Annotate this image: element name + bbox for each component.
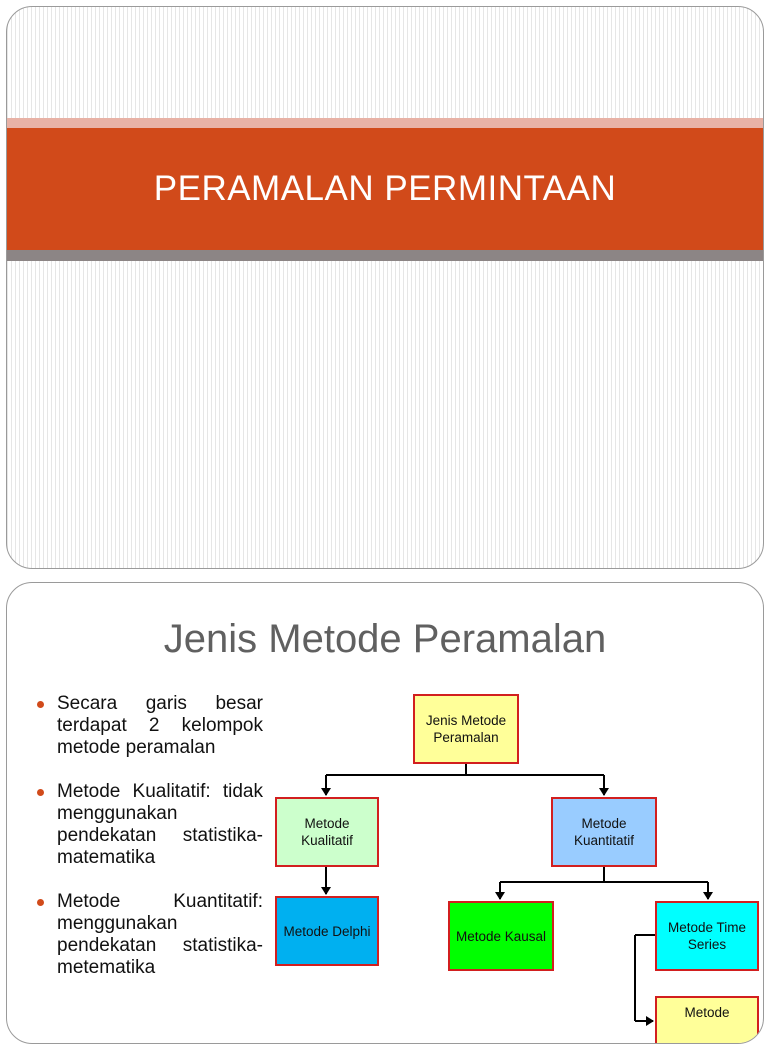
root-method-label: Jenis Metode Peramalan <box>425 713 507 745</box>
title-banner <box>7 128 763 250</box>
kausal-box <box>448 901 554 971</box>
accent-band-bottom <box>7 250 763 261</box>
content-slide <box>6 582 764 1044</box>
kausal-label: Metode Kausal <box>455 928 547 944</box>
slide-title: PERAMALAN PERMINTAAN <box>153 169 617 208</box>
bullet-item: Metode Kualitatif: tidak menggunakan pendekatan statistika-matematika <box>37 781 263 869</box>
delphi-box <box>275 896 379 966</box>
time-series-box <box>655 901 759 971</box>
method-tree-diagram <box>7 583 763 1043</box>
title-slide <box>6 6 764 569</box>
kuantitatif-label: Metode Kuantitatif <box>573 816 635 848</box>
slide-heading: Jenis Metode Peramalan <box>163 617 607 661</box>
bullet-item: Metode Kuantitatif: menggunakan pendekatan statistika-metematika <box>37 891 263 979</box>
partial-method-box <box>655 996 759 1044</box>
bullet-item: Secara garis besar terdapat 2 kelompok metode peramalan <box>37 693 263 759</box>
kualitatif-label: Metode Kualitatif <box>301 816 353 848</box>
root-method-box <box>413 694 519 764</box>
time-series-label: Metode Time Series <box>667 920 747 952</box>
kuantitatif-box <box>551 797 657 867</box>
kualitatif-box <box>275 797 379 867</box>
partial-method-label: Metode <box>684 1005 730 1020</box>
delphi-label: Metode Delphi <box>283 923 371 939</box>
accent-band-top <box>7 118 763 128</box>
